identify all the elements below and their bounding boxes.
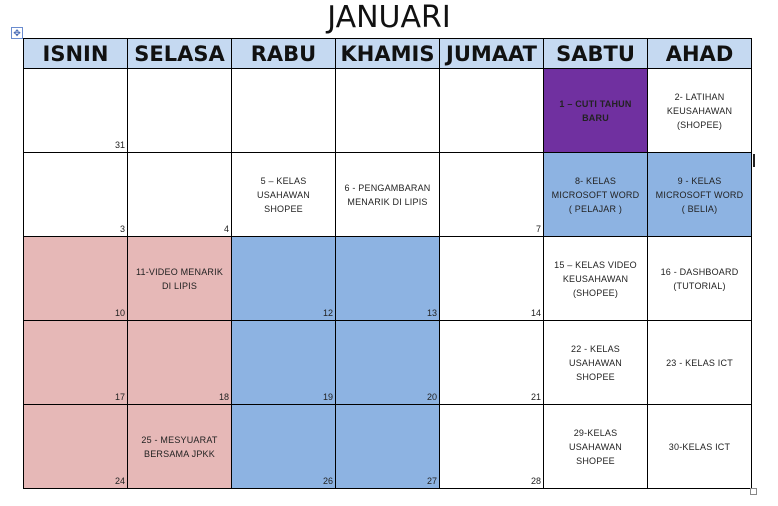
event-label: 25 - MESYUARAT BERSAMA JPKK bbox=[141, 434, 218, 459]
calendar-cell[interactable] bbox=[24, 405, 128, 489]
calendar-cell[interactable] bbox=[648, 321, 752, 405]
event-label: 6 - PENGAMBARAN MENARIK DI LIPIS bbox=[344, 182, 431, 207]
header-khamis[interactable]: KHAMIS bbox=[336, 39, 440, 69]
day-number: 3 bbox=[119, 224, 125, 234]
calendar-cell[interactable] bbox=[24, 237, 128, 321]
calendar-cell[interactable] bbox=[232, 69, 336, 153]
day-number: 20 bbox=[426, 392, 437, 402]
day-number: 13 bbox=[426, 308, 437, 318]
event-label: 9 - KELAS MICROSOFT WORD ( BELIA) bbox=[655, 175, 744, 214]
calendar-cell[interactable] bbox=[544, 321, 648, 405]
calendar-cell[interactable] bbox=[440, 405, 544, 489]
calendar-cell[interactable] bbox=[128, 237, 232, 321]
week-row bbox=[24, 69, 752, 153]
week-row bbox=[24, 153, 752, 237]
day-number: 17 bbox=[114, 392, 125, 402]
header-sabtu[interactable]: SABTU bbox=[544, 39, 648, 69]
day-number: 24 bbox=[114, 476, 125, 486]
calendar-cell[interactable] bbox=[24, 321, 128, 405]
calendar-cell[interactable] bbox=[232, 321, 336, 405]
table-resize-handle[interactable] bbox=[750, 488, 757, 495]
calendar-cell[interactable] bbox=[544, 153, 648, 237]
calendar-cell[interactable] bbox=[544, 69, 648, 153]
calendar-cell[interactable] bbox=[128, 321, 232, 405]
text-cursor bbox=[753, 154, 755, 167]
day-number: 12 bbox=[322, 308, 333, 318]
week-row bbox=[24, 237, 752, 321]
calendar-cell[interactable] bbox=[232, 153, 336, 237]
event-label: 22 - KELAS USAHAWAN SHOPEE bbox=[569, 343, 622, 382]
event-label: 1 – CUTI TAHUN BARU bbox=[559, 98, 632, 123]
calendar-cell[interactable] bbox=[336, 321, 440, 405]
day-number: 18 bbox=[218, 392, 229, 402]
calendar-cell[interactable] bbox=[336, 405, 440, 489]
calendar-cell[interactable] bbox=[544, 237, 648, 321]
calendar-cell[interactable] bbox=[24, 153, 128, 237]
header-ahad[interactable]: AHAD bbox=[648, 39, 752, 69]
week-row bbox=[24, 405, 752, 489]
calendar-cell[interactable] bbox=[440, 69, 544, 153]
event-label: 15 – KELAS VIDEO KEUSAHAWAN (SHOPEE) bbox=[554, 259, 637, 298]
day-number: 27 bbox=[426, 476, 437, 486]
calendar-cell[interactable] bbox=[440, 153, 544, 237]
day-number: 19 bbox=[322, 392, 333, 402]
calendar-cell[interactable] bbox=[336, 237, 440, 321]
day-number: 26 bbox=[322, 476, 333, 486]
header-rabu[interactable]: RABU bbox=[232, 39, 336, 69]
calendar-cell[interactable] bbox=[648, 153, 752, 237]
calendar-cell[interactable] bbox=[128, 69, 232, 153]
event-label: 11-VIDEO MENARIK DI LIPIS bbox=[135, 266, 224, 291]
calendar-cell[interactable] bbox=[336, 69, 440, 153]
week-row bbox=[24, 321, 752, 405]
calendar-cell[interactable] bbox=[24, 69, 128, 153]
calendar-cell[interactable] bbox=[440, 321, 544, 405]
event-label: 29-KELAS USAHAWAN SHOPEE bbox=[569, 427, 622, 466]
calendar-table bbox=[23, 38, 752, 489]
event-label: 16 - DASHBOARD (TUTORIAL) bbox=[660, 266, 739, 291]
event-label: 2- LATIHAN KEUSAHAWAN (SHOPEE) bbox=[666, 91, 733, 130]
day-number: 4 bbox=[223, 224, 229, 234]
table-move-handle-icon[interactable]: ✥ bbox=[11, 27, 23, 39]
day-number: 14 bbox=[530, 308, 541, 318]
calendar-cell[interactable] bbox=[648, 405, 752, 489]
day-number: 28 bbox=[530, 476, 541, 486]
calendar-cell[interactable] bbox=[648, 237, 752, 321]
calendar-cell[interactable] bbox=[128, 405, 232, 489]
event-label: 8- KELAS MICROSOFT WORD ( PELAJAR ) bbox=[551, 175, 640, 214]
calendar-cell[interactable] bbox=[336, 153, 440, 237]
day-number: 31 bbox=[114, 140, 125, 150]
calendar-cell[interactable] bbox=[544, 405, 648, 489]
month-title: JANUARI bbox=[327, 0, 451, 35]
calendar-cell[interactable] bbox=[232, 405, 336, 489]
header-selasa[interactable]: SELASA bbox=[128, 39, 232, 69]
calendar-body bbox=[24, 69, 752, 489]
calendar-cell[interactable] bbox=[648, 69, 752, 153]
calendar-cell[interactable] bbox=[440, 237, 544, 321]
day-number: 7 bbox=[535, 224, 541, 234]
event-label: 30-KELAS ICT bbox=[668, 441, 731, 452]
event-label: 23 - KELAS ICT bbox=[666, 357, 733, 368]
header-isnin[interactable]: ISNIN bbox=[24, 39, 128, 69]
calendar-cell[interactable] bbox=[232, 237, 336, 321]
header-jumaat[interactable]: JUMAAT bbox=[440, 39, 544, 69]
weekday-header-row bbox=[24, 39, 752, 69]
event-label: 5 – KELAS USAHAWAN SHOPEE bbox=[257, 175, 310, 214]
day-number: 21 bbox=[530, 392, 541, 402]
calendar-cell[interactable] bbox=[128, 153, 232, 237]
day-number: 10 bbox=[114, 308, 125, 318]
